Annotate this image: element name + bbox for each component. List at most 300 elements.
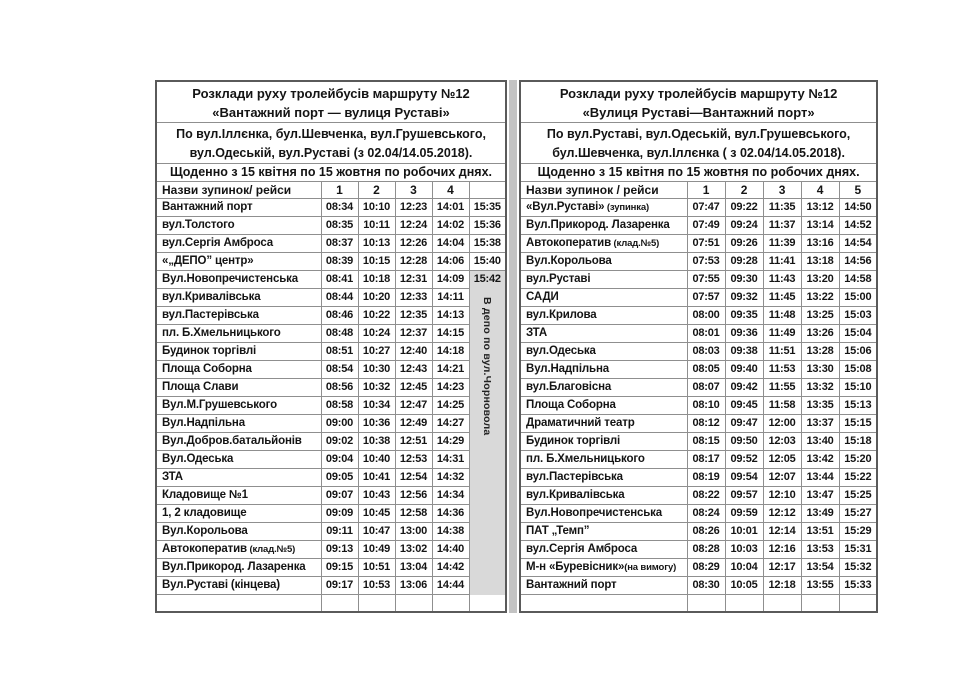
stop-row [156, 505, 506, 523]
time-cell: 09:35 [725, 307, 763, 325]
time-cell: 13:44 [801, 469, 839, 487]
trip-number-header: 3 [395, 182, 432, 199]
time-cell: 15:03 [839, 307, 877, 325]
time-cell: 08:34 [321, 199, 358, 217]
trip-number-header: 4 [801, 182, 839, 199]
time-cell: 11:43 [763, 271, 801, 289]
empty-row [520, 595, 877, 612]
time-cell: 14:11 [432, 289, 469, 307]
time-cell: 13:18 [801, 253, 839, 271]
stop-name: вул.Благовісна [526, 381, 612, 393]
stop-row [156, 451, 506, 469]
time-cell: 14:36 [432, 505, 469, 523]
time-cell: 11:49 [763, 325, 801, 343]
time-cell: 10:10 [358, 199, 395, 217]
time-cell: 15:27 [839, 505, 877, 523]
time-cell: 15:33 [839, 577, 877, 595]
stop-name-cell [156, 361, 321, 379]
time-cell: 13:49 [801, 505, 839, 523]
time-cell: 09:30 [725, 271, 763, 289]
stop-row [156, 379, 506, 397]
time-cell: 14:25 [432, 397, 469, 415]
title-line1: Розклади руху тролейбусів маршруту №12 [192, 86, 470, 101]
time-cell: 10:01 [725, 523, 763, 541]
trip-number-header: 1 [687, 182, 725, 199]
stop-row [520, 433, 877, 451]
time-cell: 12:05 [763, 451, 801, 469]
time-cell: 08:41 [321, 271, 358, 289]
depot-note: В депо по вул.Чорновола [481, 297, 493, 436]
stop-name: вул.Руставі [526, 273, 591, 285]
time-cell: 11:45 [763, 289, 801, 307]
stop-row [156, 271, 506, 289]
time-cell: 14:42 [432, 559, 469, 577]
time-cell: 12:40 [395, 343, 432, 361]
time-cell [469, 379, 506, 397]
stop-row [520, 253, 877, 271]
time-cell: 10:15 [358, 253, 395, 271]
time-cell: 13:51 [801, 523, 839, 541]
time-cell: 12:12 [763, 505, 801, 523]
time-cell: 12:00 [763, 415, 801, 433]
title-line2: «Вулиця Руставі—Вантажний порт» [582, 105, 815, 120]
stop-row [520, 487, 877, 505]
time-cell: 08:54 [321, 361, 358, 379]
time-cell: 13:53 [801, 541, 839, 559]
stop-row [156, 325, 506, 343]
time-cell: 08:51 [321, 343, 358, 361]
time-cell: 08:17 [687, 451, 725, 469]
time-cell: 13:55 [801, 577, 839, 595]
stop-name-cell [520, 559, 687, 577]
service-period: Щоденно з 15 квітня по 15 жовтня по робочих днях. [520, 164, 877, 182]
stop-name-cell [156, 199, 321, 217]
time-cell: 12:54 [395, 469, 432, 487]
time-cell: 14:54 [839, 235, 877, 253]
time-cell [469, 523, 506, 541]
time-cell: 15:38 [469, 235, 506, 253]
time-cell: 10:13 [358, 235, 395, 253]
stop-row [520, 361, 877, 379]
time-cell: 15:36 [469, 217, 506, 235]
stop-name: Будинок торгівлі [526, 435, 621, 447]
time-cell: 14:40 [432, 541, 469, 559]
title-line2: «Вантажний порт — вулиця Руставі» [212, 105, 450, 120]
stop-name: Вантажний порт [526, 579, 617, 591]
stop-name: ЗТА [162, 471, 183, 483]
stop-name: Вул.Новопречистенська [526, 507, 663, 519]
time-cell: 14:06 [432, 253, 469, 271]
time-cell [469, 487, 506, 505]
time-cell: 14:31 [432, 451, 469, 469]
time-cell: 08:10 [687, 397, 725, 415]
time-cell: 10:20 [358, 289, 395, 307]
column-header-row [156, 182, 506, 199]
stop-name: Будинок торгівлі [162, 345, 257, 357]
stop-row [156, 343, 506, 361]
time-cell: 12:10 [763, 487, 801, 505]
stop-row [156, 253, 506, 271]
stop-name-cell [520, 325, 687, 343]
time-cell: 10:47 [358, 523, 395, 541]
stop-name: вул.Кривалівська [526, 489, 625, 501]
stop-name: вул.Одеська [526, 345, 596, 357]
time-cell: 12:45 [395, 379, 432, 397]
time-cell: 10:40 [358, 451, 395, 469]
time-cell: 10:30 [358, 361, 395, 379]
stop-note: (клад.№5) [246, 544, 296, 555]
time-cell: 10:36 [358, 415, 395, 433]
time-cell: 07:51 [687, 235, 725, 253]
stop-name-header: Назви зупинок/ рейси [156, 182, 321, 199]
time-cell: 08:39 [321, 253, 358, 271]
time-cell: 12:35 [395, 307, 432, 325]
stop-row [520, 397, 877, 415]
stop-name: Вул.Надпільна [526, 363, 610, 375]
time-cell: 09:22 [725, 199, 763, 217]
time-cell: 07:55 [687, 271, 725, 289]
trip-number-header: 5 [839, 182, 877, 199]
time-cell [469, 577, 506, 595]
time-cell: 08:19 [687, 469, 725, 487]
stop-name-cell [156, 415, 321, 433]
stop-row [520, 541, 877, 559]
table-title [520, 81, 877, 123]
time-cell: 09:24 [725, 217, 763, 235]
time-cell: 13:32 [801, 379, 839, 397]
time-cell: 09:11 [321, 523, 358, 541]
time-cell: 12:14 [763, 523, 801, 541]
time-cell: 14:52 [839, 217, 877, 235]
stop-row [520, 235, 877, 253]
time-cell: 09:42 [725, 379, 763, 397]
trip-number-header: 2 [725, 182, 763, 199]
time-cell: 09:32 [725, 289, 763, 307]
time-cell: 07:47 [687, 199, 725, 217]
time-cell: 13:28 [801, 343, 839, 361]
time-cell: 08:30 [687, 577, 725, 595]
time-cell: 10:27 [358, 343, 395, 361]
stop-name: вул.Пастерівська [526, 471, 623, 483]
time-cell: 14:21 [432, 361, 469, 379]
time-cell: 10:51 [358, 559, 395, 577]
stop-name-cell [156, 271, 321, 289]
time-cell: 11:35 [763, 199, 801, 217]
stop-name-cell [156, 559, 321, 577]
trip-number-header: 1 [321, 182, 358, 199]
schedule-table-left [155, 80, 507, 613]
time-cell: 13:20 [801, 271, 839, 289]
stop-name: Вантажний порт [162, 201, 253, 213]
time-cell: 15:22 [839, 469, 877, 487]
time-cell: 08:28 [687, 541, 725, 559]
stop-name: Вул.М.Грушевського [162, 399, 277, 411]
stop-row [520, 577, 877, 595]
time-cell: 12:26 [395, 235, 432, 253]
time-cell: 14:56 [839, 253, 877, 271]
time-cell: 12:43 [395, 361, 432, 379]
time-cell: 12:47 [395, 397, 432, 415]
time-cell: 13:42 [801, 451, 839, 469]
stop-row [156, 361, 506, 379]
time-cell [469, 505, 506, 523]
time-cell: 08:00 [687, 307, 725, 325]
time-cell: 15:29 [839, 523, 877, 541]
time-cell: 14:23 [432, 379, 469, 397]
time-cell: 14:27 [432, 415, 469, 433]
stop-name: Вул.Корольова [162, 525, 248, 537]
route-description [520, 123, 877, 164]
time-cell: 13:47 [801, 487, 839, 505]
trip-number-header: 2 [358, 182, 395, 199]
stop-row [156, 523, 506, 541]
time-cell [469, 559, 506, 577]
stop-name-cell [156, 253, 321, 271]
stop-name-cell [156, 343, 321, 361]
stop-name: Вул.Одеська [162, 453, 234, 465]
stop-name: Вул.Прикород. Лазаренка [526, 219, 670, 231]
time-cell: 09:05 [321, 469, 358, 487]
stop-row [520, 343, 877, 361]
stop-row [520, 559, 877, 577]
stop-name-cell [156, 235, 321, 253]
stop-name: ПАТ „Темп” [526, 525, 590, 537]
time-cell: 08:01 [687, 325, 725, 343]
time-cell: 12:31 [395, 271, 432, 289]
time-cell: 10:49 [358, 541, 395, 559]
stop-name: Вул.Прикород. Лазаренка [162, 561, 306, 573]
time-cell: 08:48 [321, 325, 358, 343]
time-cell: 14:02 [432, 217, 469, 235]
time-cell: 08:07 [687, 379, 725, 397]
time-cell: 15:13 [839, 397, 877, 415]
time-cell: 12:58 [395, 505, 432, 523]
time-cell: 13:06 [395, 577, 432, 595]
stop-name: вул.Пастерівська [162, 309, 259, 321]
stop-name: 1, 2 кладовище [162, 507, 247, 519]
stop-name-cell [156, 307, 321, 325]
stop-name-header: Назви зупинок / рейси [520, 182, 687, 199]
time-cell: 13:54 [801, 559, 839, 577]
time-cell: 10:04 [725, 559, 763, 577]
time-cell: 10:24 [358, 325, 395, 343]
stop-name-cell [156, 379, 321, 397]
stop-name: М-н «Буревісник» [526, 561, 625, 573]
time-cell: 08:15 [687, 433, 725, 451]
time-cell: 08:22 [687, 487, 725, 505]
table-divider [509, 80, 517, 613]
stop-name: Площа Соборна [526, 399, 616, 411]
time-cell: 13:04 [395, 559, 432, 577]
empty-row [156, 595, 506, 612]
time-cell [469, 415, 506, 433]
time-cell: 12:56 [395, 487, 432, 505]
stop-row [520, 379, 877, 397]
time-cell: 14:34 [432, 487, 469, 505]
stop-row [520, 523, 877, 541]
stop-name: Автокоператив [526, 237, 611, 249]
time-cell: 09:50 [725, 433, 763, 451]
time-cell: 13:30 [801, 361, 839, 379]
time-cell [469, 469, 506, 487]
stop-name-cell [520, 397, 687, 415]
time-cell: 15:04 [839, 325, 877, 343]
time-cell: 10:34 [358, 397, 395, 415]
stop-row [520, 469, 877, 487]
time-cell: 08:56 [321, 379, 358, 397]
stop-name: Драматичний театр [526, 417, 635, 429]
time-cell [469, 397, 506, 415]
time-cell: 08:37 [321, 235, 358, 253]
stop-name-cell [520, 577, 687, 595]
time-cell: 15:32 [839, 559, 877, 577]
stop-name-cell [520, 541, 687, 559]
time-cell: 08:12 [687, 415, 725, 433]
time-cell: 15:40 [469, 253, 506, 271]
time-cell: 09:15 [321, 559, 358, 577]
stop-name-cell [520, 199, 687, 217]
stop-name-cell [156, 451, 321, 469]
trip-number-header [469, 182, 506, 199]
time-cell: 14:58 [839, 271, 877, 289]
stop-row [156, 199, 506, 217]
stop-name: Автокоператив [162, 543, 247, 555]
time-cell: 08:29 [687, 559, 725, 577]
time-cell: 15:20 [839, 451, 877, 469]
time-cell: 09:36 [725, 325, 763, 343]
time-cell: 11:53 [763, 361, 801, 379]
stop-name-cell [156, 325, 321, 343]
stop-name-cell [520, 289, 687, 307]
stop-name: Вул.Добров.батальйонів [162, 435, 302, 447]
stop-name: Вул.Надпільна [162, 417, 245, 429]
time-cell: 14:01 [432, 199, 469, 217]
trip-number-header: 3 [763, 182, 801, 199]
stop-name-cell [520, 487, 687, 505]
time-cell: 13:35 [801, 397, 839, 415]
time-cell: 08:44 [321, 289, 358, 307]
stop-name-cell [520, 343, 687, 361]
time-cell: 09:00 [321, 415, 358, 433]
stop-name-cell [156, 289, 321, 307]
service-period: Щоденно з 15 квітня по 15 жовтня по робочих днях. [156, 164, 506, 182]
time-cell: 13:37 [801, 415, 839, 433]
time-cell: 12:28 [395, 253, 432, 271]
time-cell: 11:39 [763, 235, 801, 253]
time-cell [469, 451, 506, 469]
time-cell: 12:03 [763, 433, 801, 451]
stop-row [520, 271, 877, 289]
title-line1: Розклади руху тролейбусів маршруту №12 [559, 86, 838, 101]
time-cell: 08:03 [687, 343, 725, 361]
time-cell: 14:50 [839, 199, 877, 217]
time-cell: 10:43 [358, 487, 395, 505]
time-cell: 09:04 [321, 451, 358, 469]
stop-row [156, 469, 506, 487]
time-cell: 09:57 [725, 487, 763, 505]
stop-name: «„ДЕПО” центр» [162, 255, 254, 267]
schedule-table-right [519, 80, 878, 613]
time-cell: 10:22 [358, 307, 395, 325]
stop-name-cell [156, 397, 321, 415]
time-cell: 09:38 [725, 343, 763, 361]
stop-name: ЗТА [526, 327, 547, 339]
stop-rows-left [156, 199, 506, 595]
stop-name: вул.Толстого [162, 219, 235, 231]
time-cell: 11:55 [763, 379, 801, 397]
stop-row [156, 541, 506, 559]
stop-name-cell [156, 523, 321, 541]
stop-row [156, 289, 506, 307]
stop-name: «Вул.Руставі» [526, 201, 605, 213]
time-cell: 09:13 [321, 541, 358, 559]
time-cell: 13:02 [395, 541, 432, 559]
time-cell: 08:46 [321, 307, 358, 325]
time-cell: 09:40 [725, 361, 763, 379]
stop-name: САДИ [526, 291, 559, 303]
time-cell: 09:09 [321, 505, 358, 523]
stop-name: Площа Соборна [162, 363, 252, 375]
stop-name: Площа Слави [162, 381, 239, 393]
table-title [156, 81, 506, 123]
stop-name-cell [520, 505, 687, 523]
stop-row [156, 235, 506, 253]
time-cell: 14:29 [432, 433, 469, 451]
time-cell: 13:16 [801, 235, 839, 253]
time-cell: 07:53 [687, 253, 725, 271]
time-cell: 15:06 [839, 343, 877, 361]
time-cell [469, 343, 506, 361]
stop-name-cell [156, 469, 321, 487]
time-cell: 14:18 [432, 343, 469, 361]
time-cell: 10:53 [358, 577, 395, 595]
stop-name-cell [156, 217, 321, 235]
time-cell: 07:49 [687, 217, 725, 235]
time-cell: 12:24 [395, 217, 432, 235]
stop-row [156, 487, 506, 505]
stop-name: Вул.Руставі (кінцева) [162, 579, 280, 591]
stop-name-cell [156, 433, 321, 451]
time-cell: 09:47 [725, 415, 763, 433]
route-line1: По вул.Іллєнка, бул.Шевченка, вул.Грушевського, [176, 127, 486, 141]
stop-name: вул.Кривалівська [162, 291, 261, 303]
time-cell: 10:32 [358, 379, 395, 397]
time-cell: 15:00 [839, 289, 877, 307]
time-cell: 15:31 [839, 541, 877, 559]
time-cell: 11:58 [763, 397, 801, 415]
route-description [156, 123, 506, 164]
time-cell [469, 325, 506, 343]
time-cell: 15:25 [839, 487, 877, 505]
time-cell: 07:57 [687, 289, 725, 307]
stop-name: вул.Крилова [526, 309, 597, 321]
stop-row [156, 397, 506, 415]
stop-name: Кладовище №1 [162, 489, 248, 501]
stop-row [520, 217, 877, 235]
time-cell: 13:25 [801, 307, 839, 325]
stop-row [156, 415, 506, 433]
time-cell: 15:42 [469, 271, 506, 289]
stop-name: пл. Б.Хмельницького [162, 327, 281, 339]
time-cell: 10:45 [358, 505, 395, 523]
time-cell: 12:07 [763, 469, 801, 487]
time-cell: 12:17 [763, 559, 801, 577]
time-cell: 13:12 [801, 199, 839, 217]
stop-row [156, 559, 506, 577]
stop-row [520, 199, 877, 217]
time-cell: 12:18 [763, 577, 801, 595]
timetable-pair [155, 80, 878, 613]
